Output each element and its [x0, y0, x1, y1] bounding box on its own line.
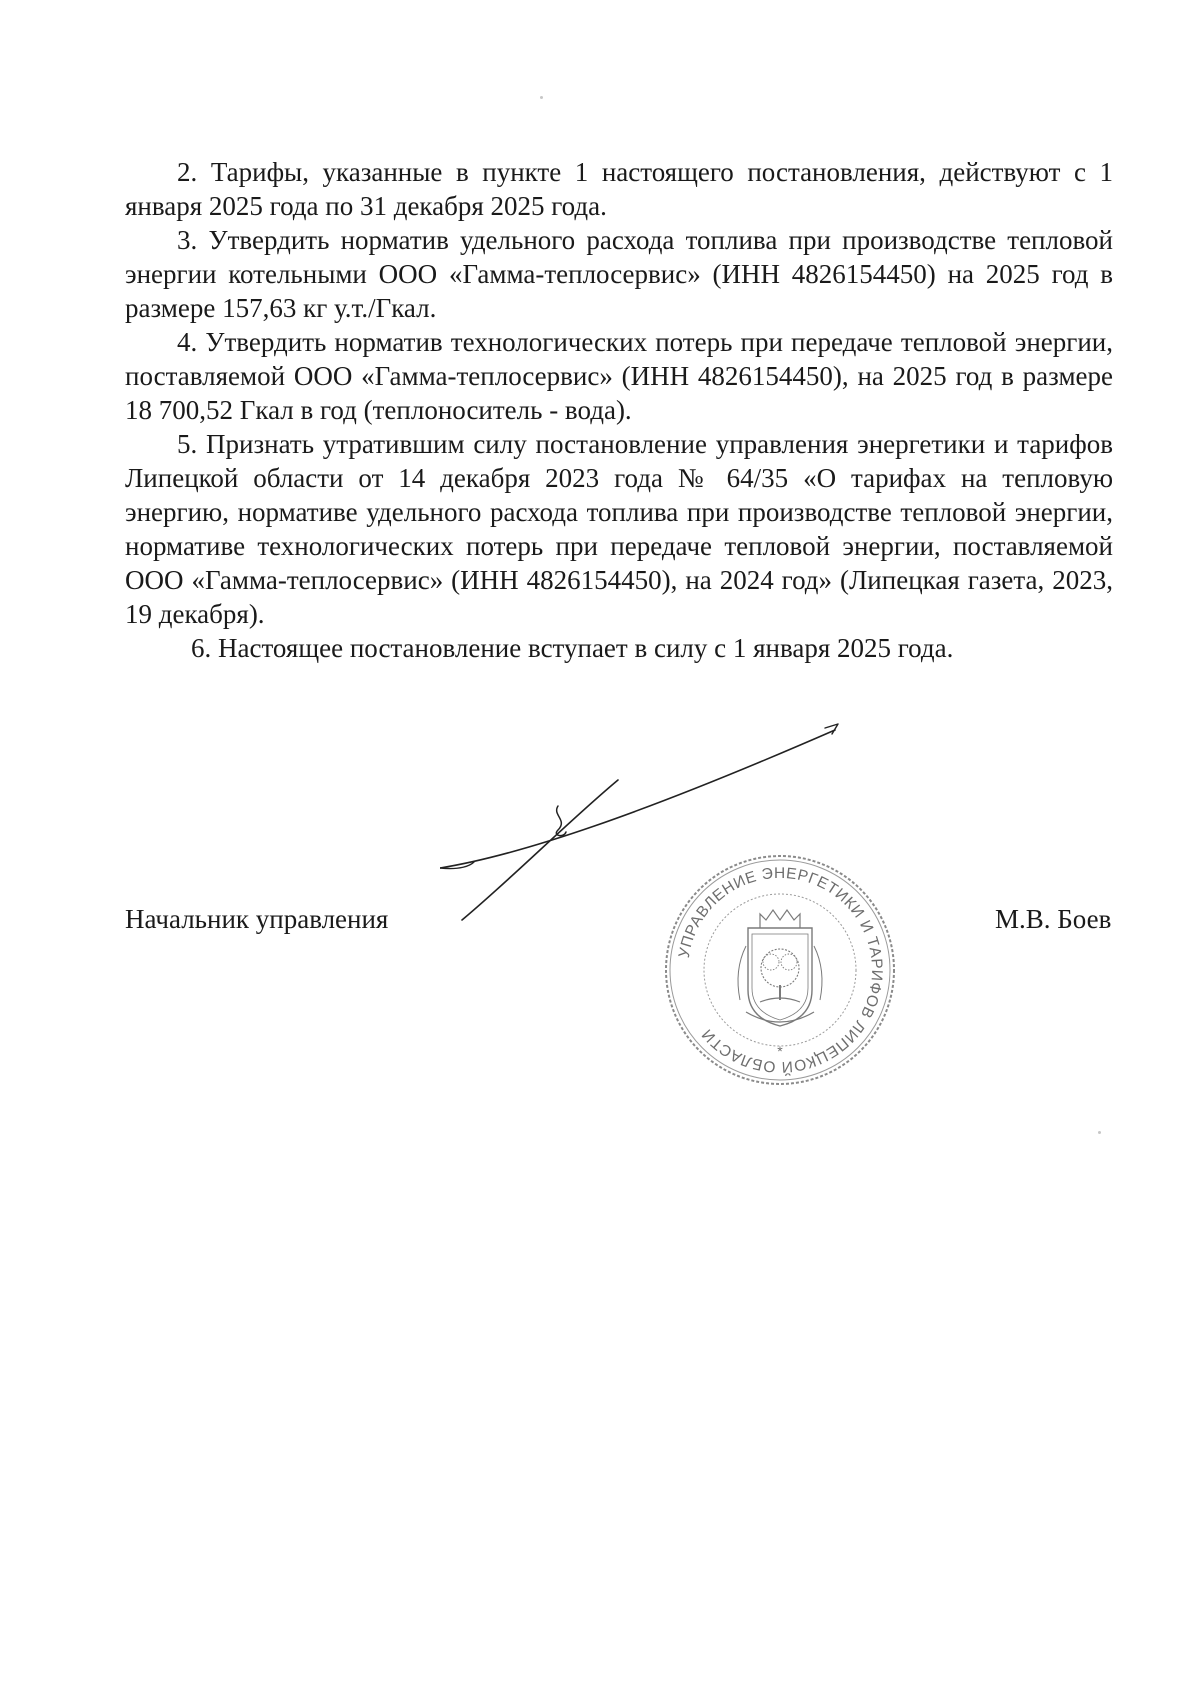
paragraph-4: 4. Утвердить норматив технологических потерь при передаче тепловой энергии, поставляемой ООО «Гамма-теплосервис» (ИНН 4826154450), на 2025 год в размере 18 700,52 Гкал в год (теплоноситель - вода).: [125, 327, 1113, 425]
paragraph-6: 6. Настоящее постановление вступает в силу с 1 января 2025 года.: [191, 633, 954, 663]
signatory-title: Начальник управления: [125, 904, 389, 934]
document-body: [125, 155, 1113, 665]
signatory-name: М.В. Боев: [995, 904, 1112, 934]
paragraph-3: 3. Утвердить норматив удельного расхода топлива при производстве тепловой энергии котельными ООО «Гамма-теплосервис» (ИНН 4826154450) на 2025 год в размере 157,63 кг у.т./Гкал.: [125, 225, 1113, 323]
scan-speck: [540, 96, 543, 99]
seal-star: *: [777, 1043, 783, 1059]
paragraph-2: 2. Тарифы, указанные в пункте 1 настоящего постановления, действуют с 1 января 2025 года по 31 декабря 2025 года.: [125, 157, 1113, 221]
scan-speck: [1098, 1131, 1101, 1134]
paragraph-5: 5. Признать утратившим силу постановление управления энергетики и тарифов Липецкой области от 14 декабря 2023 года № 64/35 «О тарифах на тепловую энергию, нормативе удельного расхода топлива при производстве тепловой энергии, нормативе технологических потерь при передаче тепловой энергии, поставляемой ООО «Гамма-теплосервис» (ИНН 4826154450), на 2024 год» (Липецкая газета, 2023, 19 декабря).: [125, 429, 1113, 629]
seal-ring-text: УПРАВЛЕНИЕ ЭНЕРГЕТИКИ И ТАРИФОВ ЛИПЕЦКОЙ ОБЛАСТИ: [675, 864, 886, 1076]
handwritten-signature: [440, 720, 920, 1020]
